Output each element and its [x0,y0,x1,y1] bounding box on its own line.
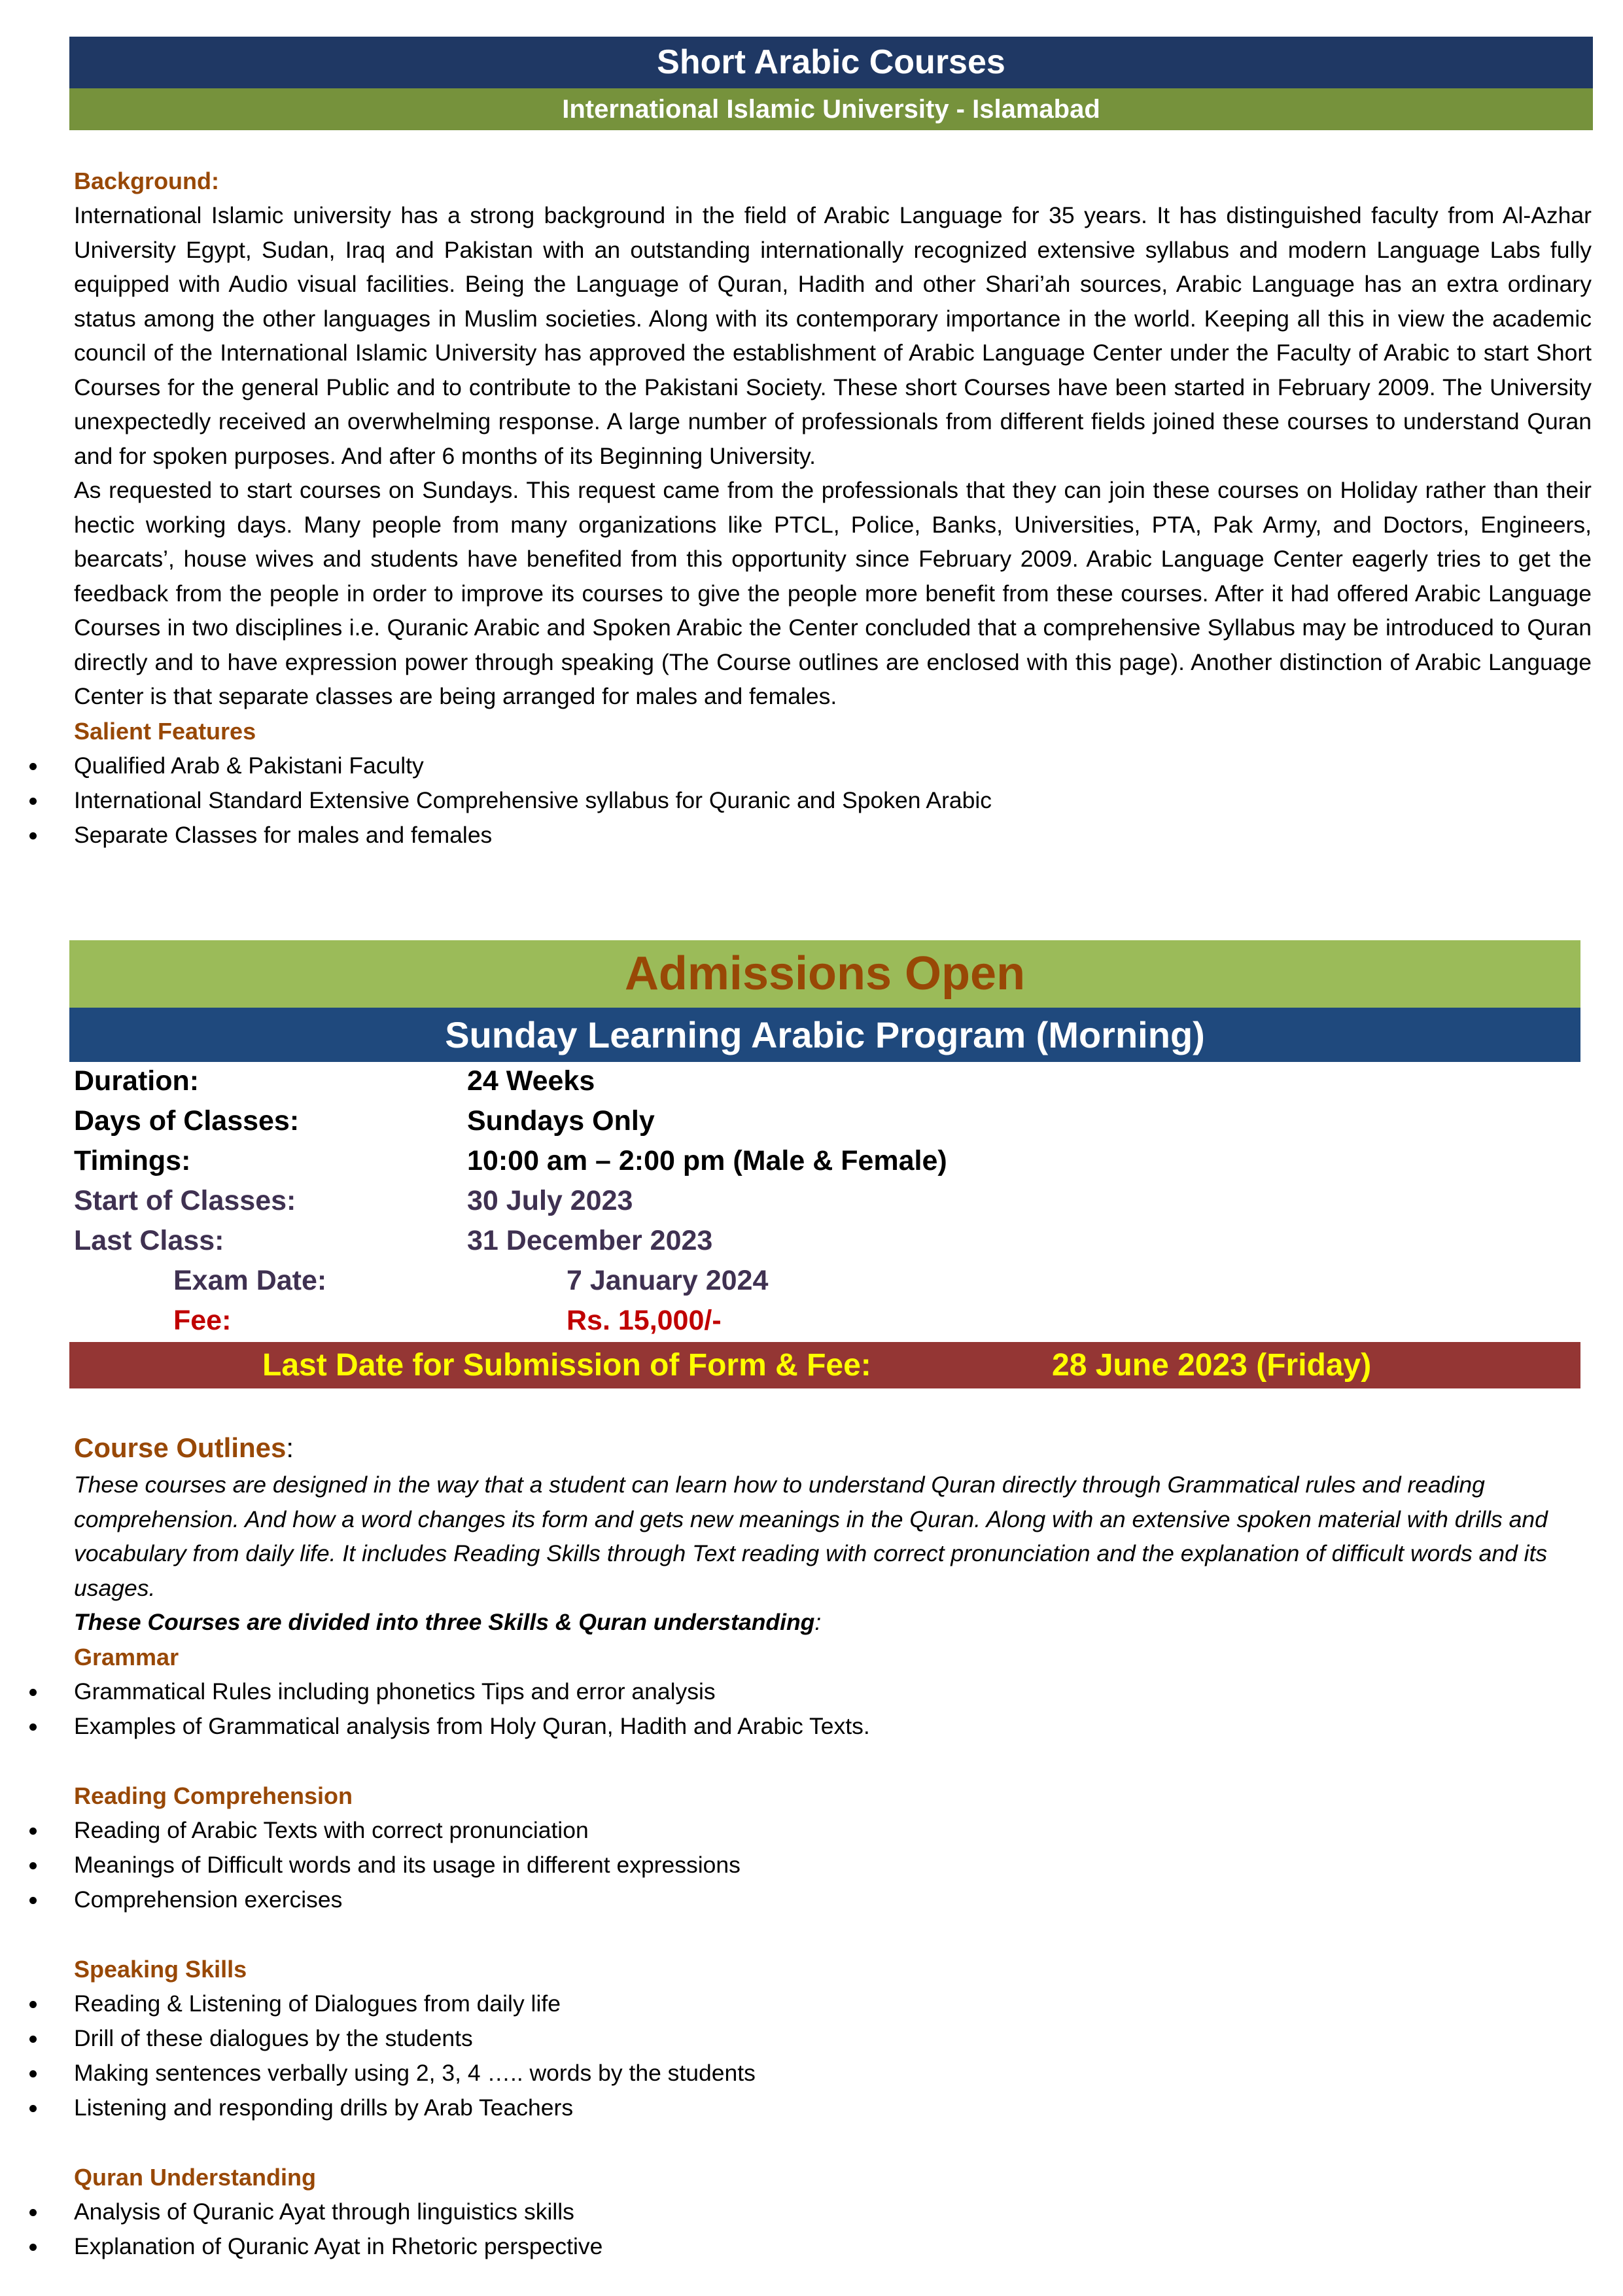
list-item [74,783,1592,818]
course-outlines-intro: These courses are designed in the way that a student can learn how to understand Quran directly through Grammatical rules and reading comprehension. And how a word changes its form and gets new meanings in the Quran. Along with an extensive spoken material with drills and vocabulary from daily life. It includes Reading Skills through Text reading with correct pronunciation and the explanation of difficult words and its usages. [74,1472,1548,1601]
background-paragraph-1: International Islamic university has a strong background in the field of Arabic Language for 35 years. It has distinguished faculty from Al-Azhar University Egypt, Sudan, Iraq and Pakistan with an outstanding internationally recognized extensive syllabus and modern Language Labs fully equipped with Audio visual facilities. Being the Language of Quran, Hadith and other Shari’ah sources, Arabic Language has an extra ordinary status among the other languages in Muslim societies. Along with its contemporary importance in the world. Keeping all this in view the academic council of the International Islamic University has approved the establishment of Arabic Language Center under the Faculty of Arabic to start Short Courses for the general Public and to contribute to the Pakistani Society. These short Courses have been started in February 2009. The University unexpectedly received an overwhelming response. A large number of professionals from different fields joined these courses to understand Quran and for spoken purposes. And after 6 months of its Beginning University. [74,202,1592,469]
reading-heading: Reading Comprehension [74,1782,353,1809]
page-title: Short Arabic Courses [69,37,1593,88]
fee-label: Fee: [173,1305,232,1336]
list-item-text: Comprehension exercises [74,1886,343,1913]
bullet-icon [29,2105,37,2112]
list-item-text: Qualified Arab & Pakistani Faculty [74,752,424,779]
list-item [74,1987,1592,2021]
course-outlines-title: Course Outlines [74,1432,287,1463]
bullet-icon [29,1862,37,1869]
timings-value: 10:00 am – 2:00 pm (Male & Female) [467,1145,947,1176]
deadline-banner [69,1342,1580,1388]
divided-text: These Courses are divided into three Skills & Quran understanding [74,1609,815,1635]
bullet-icon [29,2001,37,2008]
days-label: Days of Classes: [74,1105,300,1137]
bullet-icon [29,1897,37,1904]
quran-heading: Quran Understanding [74,2163,317,2191]
background-heading: Background: [74,168,220,194]
list-item [74,818,1592,853]
background-section [74,164,1592,853]
list-item [74,2195,1592,2229]
bullet-icon [29,1689,37,1696]
exam-date-value: 7 January 2024 [567,1265,769,1296]
list-item-text: Listening and responding drills by Arab Teachers [74,2094,574,2121]
deadline-label: Last Date for Submission of Form & Fee: [262,1348,871,1383]
list-item [74,1813,1592,1848]
bullet-icon [29,1723,37,1731]
list-item-text: Meanings of Difficult words and its usage in different expressions [74,1851,741,1878]
bullet-icon [29,2209,37,2216]
exam-date-label: Exam Date: [173,1265,327,1296]
speaking-heading: Speaking Skills [74,1955,247,1983]
last-class-value: 31 December 2023 [467,1225,713,1256]
quran-list [74,2195,1592,2264]
list-item-text: Reading & Listening of Dialogues from daily life [74,1990,561,2017]
list-item-text: Grammatical Rules including phonetics Tips and error analysis [74,1678,716,1704]
duration-label: Duration: [74,1065,200,1097]
bullet-icon [29,1828,37,1835]
start-value: 30 July 2023 [467,1185,633,1216]
list-item [74,1674,1592,1709]
list-item-text: Explanation of Quranic Ayat in Rhetoric perspective [74,2233,603,2259]
timings-label: Timings: [74,1145,191,1176]
list-item [74,2229,1592,2264]
divided-line [74,1605,1592,1640]
list-item [74,1848,1592,1882]
list-item [74,1882,1592,1917]
list-item [74,749,1592,783]
admissions-banner: Admissions Open [69,940,1580,1008]
bullet-icon [29,2070,37,2077]
list-item [74,2091,1592,2125]
deadline-value: 28 June 2023 (Friday) [1052,1348,1372,1383]
divided-colon: : [814,1609,822,1635]
list-item-text: Drill of these dialogues by the students [74,2024,473,2051]
course-outlines-heading [74,1428,1592,1468]
background-body [74,198,1592,714]
speaking-list [74,1987,1592,2125]
days-value: Sundays Only [467,1105,655,1137]
list-item [74,2021,1592,2056]
duration-value: 24 Weeks [467,1065,595,1097]
university-subtitle: International Islamic University - Islamabad [69,88,1593,130]
grammar-heading: Grammar [74,1643,179,1670]
reading-list [74,1813,1592,1917]
list-item-text: Reading of Arabic Texts with correct pronunciation [74,1816,589,1843]
list-item-text: Analysis of Quranic Ayat through linguistics skills [74,2198,574,2225]
grammar-list [74,1674,1592,1744]
list-item-text: International Standard Extensive Comprehensive syllabus for Quranic and Spoken Arabic [74,786,992,813]
list-item-text: Making sentences verbally using 2, 3, 4 ….. words by the students [74,2059,756,2086]
bullet-icon [29,763,37,770]
fee-value: Rs. 15,000/- [567,1305,722,1336]
list-item [74,1709,1592,1744]
last-class-label: Last Class: [74,1225,224,1256]
bullet-icon [29,2036,37,2043]
bullet-icon [29,798,37,805]
course-outlines-section [74,1428,1592,2264]
salient-features-heading: Salient Features [74,717,256,745]
bullet-icon [29,2244,37,2251]
background-paragraph-2: As requested to start courses on Sundays. This request came from the professionals that they can join these courses on Holiday rather than their hectic working days. Many people from many organizations like PTCL, Police, Banks, Universities, PTA, Pak Army, and Doctors, Engineers, bearcats’, house wives and students have benefited from this opportunity since February 2009. Arabic Language Center eagerly tries to get the feedback from the people in order to improve its courses to give the people more benefit from these courses. After it had offered Arabic Language Courses in two disciplines i.e. Quranic Arabic and Spoken Arabic the Center concluded that a comprehensive Syllabus may be introduced to Quran directly and to have expression power through speaking (The Course outlines are enclosed with this page). Another distinction of Arabic Language Center is that separate classes are being arranged for males and females. [74,477,1592,709]
program-banner: Sunday Learning Arabic Program (Morning) [69,1008,1580,1062]
list-item-text: Examples of Grammatical analysis from Holy Quran, Hadith and Arabic Texts. [74,1712,870,1739]
bullet-icon [29,832,37,839]
salient-features-list [74,749,1592,853]
course-outlines-colon: : [286,1432,294,1463]
start-label: Start of Classes: [74,1185,296,1216]
list-item-text: Separate Classes for males and females [74,821,493,848]
list-item [74,2056,1592,2091]
